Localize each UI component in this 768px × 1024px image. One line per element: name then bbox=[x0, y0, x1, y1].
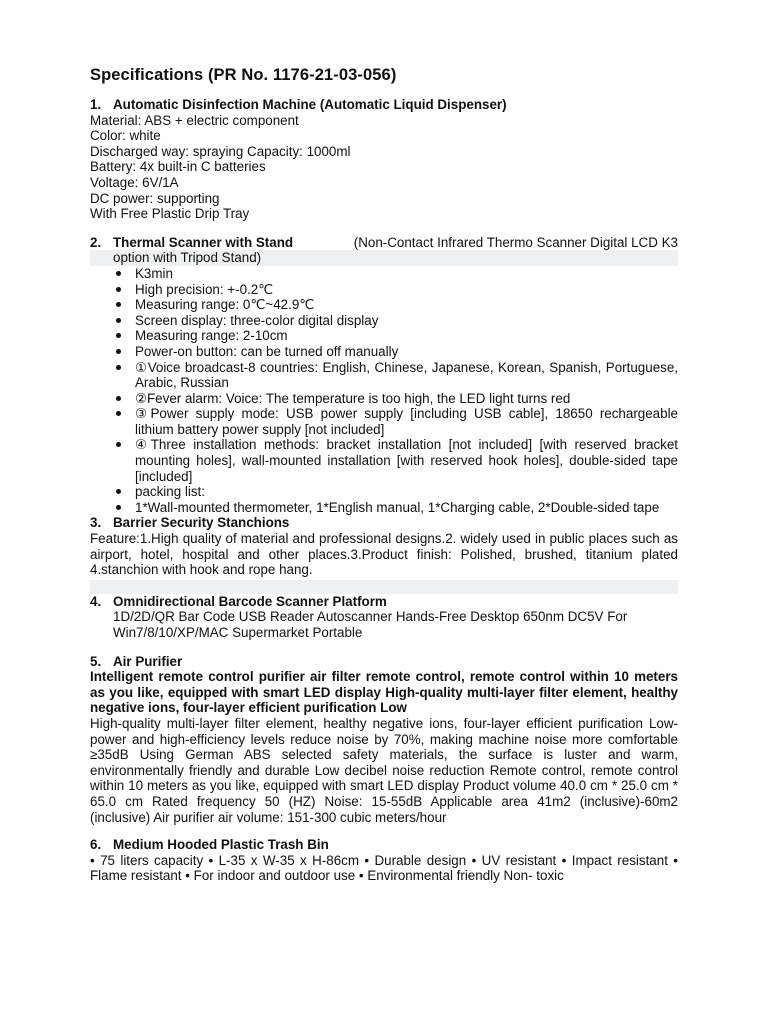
section-6 bbox=[90, 837, 678, 884]
section-2 bbox=[90, 235, 678, 516]
section-bold-paragraph: Intelligent remote control purifier air filter remote control, remote control within 10 meters as you like, equipped with smart LED display High-quality multi-layer filter element, healthy negative ions, four-layer efficient purification Low bbox=[90, 669, 678, 716]
bullet-list bbox=[90, 266, 678, 516]
section-heading bbox=[90, 515, 678, 531]
page-title: Specifications (PR No. 1176-21-03-056) bbox=[90, 66, 397, 84]
section-paragraph: • 75 liters capacity • L-35 x W-35 x H-86cm • Durable design • UV resistant • Impact resistant • Flame resistant • For indoor and outdoor use • Environmental friendly Non- toxic bbox=[90, 852, 678, 884]
section-4 bbox=[90, 594, 678, 641]
list-item: 1*Wall-mounted thermometer, 1*English manual, 1*Charging cable, 2*Double-sided tape bbox=[90, 500, 678, 516]
list-item: ②Fever alarm: Voice: The temperature is too high, the LED light turns red bbox=[90, 391, 678, 407]
list-item: ①Voice broadcast-8 countries: English, Chinese, Japanese, Korean, Spanish, Portuguese, Arabic, Russian bbox=[90, 360, 678, 391]
list-item: packing list: bbox=[90, 484, 678, 500]
spec-line: Voltage: 6V/1A bbox=[90, 174, 179, 190]
section-number: 1. bbox=[90, 97, 102, 112]
section-title: Automatic Disinfection Machine (Automatic Liquid Dispenser) bbox=[113, 97, 507, 112]
section-title: Omnidirectional Barcode Scanner Platform bbox=[113, 593, 387, 609]
section-1 bbox=[90, 97, 678, 222]
section-number: 3. bbox=[90, 515, 102, 531]
section-paragraph: High-quality multi-layer filter element, healthy negative ions, four-layer efficient purification Low-power and high-efficiency levels reduce noise by 70%, making machine noise more comfortable ≥35dB Using German ABS selected safety materials, the surface is luster and warm, environmentally friendly and durable Low decibel noise reduction Remote control, remote control within 10 meters as you like, equipped with smart LED display Product volume 40.0 cm * 25.0 cm * 65.0 cm Rated frequency 50 (HZ) Noise: 15-55dB Applicable area 41m2 (inclusive)-60m2 (inclusive) Air purifier air volume: 151-300 cubic meters/hour bbox=[90, 715, 678, 825]
spec-line: DC power: supporting bbox=[90, 190, 220, 206]
section-paragraph: 1D/2D/QR Bar Code USB Reader Autoscanner Hands-Free Desktop 650nm DC5V For Win7/8/10/XP/MAC Supermarket Portable bbox=[113, 609, 628, 640]
section-heading bbox=[90, 97, 678, 113]
list-item: Measuring range: 2-10cm bbox=[90, 328, 678, 344]
spec-line: Discharged way: spraying Capacity: 1000ml bbox=[90, 143, 351, 159]
list-item: ③Power supply mode: USB power supply [including USB cable], 18650 rechargeable lithium battery power supply [not included] bbox=[90, 406, 678, 437]
section-number: 4. bbox=[90, 593, 102, 609]
section-title-continued: option with Tripod Stand) bbox=[90, 250, 678, 266]
spec-line: Battery: 4x built-in C batteries bbox=[90, 159, 266, 175]
document-page bbox=[90, 66, 678, 884]
section-5 bbox=[90, 654, 678, 826]
section-number: 6. bbox=[90, 837, 102, 853]
section-heading bbox=[90, 837, 678, 853]
section-title-suffix: (Non-Contact Infrared Thermo Scanner Digital LCD K3 bbox=[350, 234, 678, 250]
section-number: 2. bbox=[90, 234, 102, 250]
section-title: Thermal Scanner with Stand bbox=[113, 234, 294, 250]
section-3 bbox=[90, 515, 678, 577]
section-heading bbox=[90, 235, 678, 251]
section-title: Air Purifier bbox=[113, 653, 183, 669]
spec-line: Material: ABS + electric component bbox=[90, 112, 299, 128]
list-item: Power-on button: can be turned off manually bbox=[90, 344, 678, 360]
list-item: ④Three installation methods: bracket installation [not included] [with reserved bracket mounting holes], wall-mounted installation [with reserved hook holes], double-sided tape [included] bbox=[90, 437, 678, 484]
section-title: Barrier Security Stanchions bbox=[113, 515, 290, 531]
list-item: Measuring range: 0℃~42.9℃ bbox=[90, 297, 678, 313]
list-item: K3min bbox=[90, 266, 678, 282]
section-number: 5. bbox=[90, 653, 102, 669]
spec-line: With Free Plastic Drip Tray bbox=[90, 206, 250, 222]
list-item: Screen display: three-color digital display bbox=[90, 313, 678, 329]
section-heading bbox=[90, 654, 678, 670]
section-heading bbox=[90, 594, 678, 610]
section-title: Medium Hooded Plastic Trash Bin bbox=[113, 837, 329, 853]
section-paragraph: Feature:1.High quality of material and professional designs.2. widely used in public places such as airport, hotel, hospital and other places.3.Product finish: Polished, brushed, titanium plated 4.stanchion with hook and rope hang. bbox=[90, 531, 678, 578]
spec-line: Color: white bbox=[90, 128, 161, 144]
list-item: High precision: +-0.2℃ bbox=[90, 282, 678, 298]
